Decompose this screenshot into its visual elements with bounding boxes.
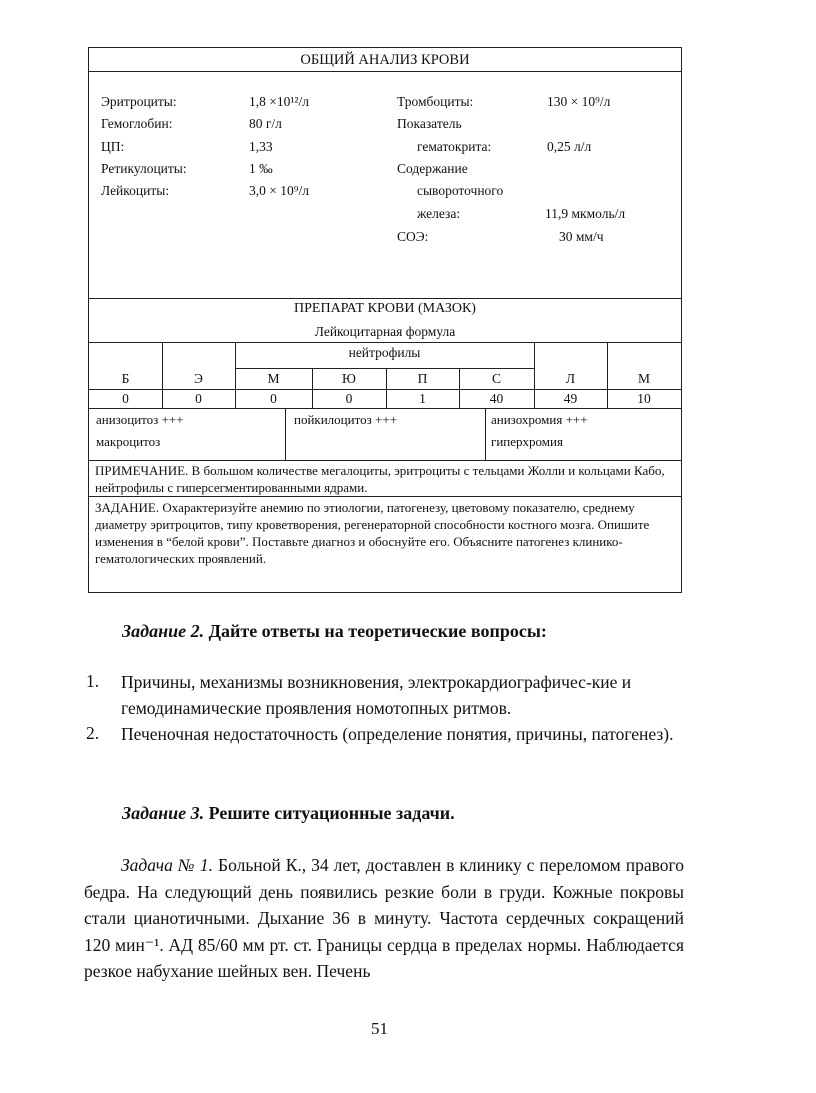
- column-value: 1: [419, 391, 426, 406]
- param-value: 30 мм/ч: [559, 229, 604, 244]
- problem-label: Задача № 1.: [121, 855, 214, 875]
- neutrophils-header: нейтрофилы: [348, 345, 421, 360]
- column-header: Э: [194, 371, 203, 386]
- assignment-text: ЗАДАНИЕ. Охарактеризуйте анемию по этиологии, патогенезу, цветовому показателю, среднему диаметру эритроцитов, типу кроветворения, регенераторной способности костного мозга. Опишите изменения в “белой крови”. Поставьте диагноз и обоснуйте его. Объясните патогенез клинико-гематологических проявлений.: [95, 500, 650, 566]
- list-number: 1.: [86, 671, 100, 691]
- column-header: Ю: [342, 371, 356, 386]
- column-value: 49: [563, 391, 578, 406]
- page-number: 51: [371, 1019, 388, 1038]
- param-label: гематокрита:: [417, 139, 492, 154]
- list-number: 2.: [86, 723, 100, 743]
- param-label: СОЭ:: [397, 229, 429, 244]
- param-label: Гемоглобин:: [101, 116, 173, 131]
- param-value: 130 × 10⁹/л: [547, 94, 611, 109]
- task3-label: Задание 3.: [122, 803, 205, 823]
- blood-analysis-card: [88, 47, 682, 593]
- smear-subtitle: Лейкоцитарная формула: [314, 324, 456, 339]
- param-value: 3,0 × 10⁹/л: [249, 183, 309, 198]
- divider: [89, 408, 681, 409]
- grid-line: [485, 408, 486, 460]
- list-item: Причины, механизмы возникновения, электрокардиографичес-кие и гемодинамические проявления номотопных ритмов.: [121, 672, 632, 718]
- param-label: сывороточного: [417, 183, 504, 198]
- param-value: 1 ‰: [249, 161, 273, 176]
- param-label: железа:: [417, 206, 461, 221]
- param-label: Лейкоциты:: [101, 183, 170, 198]
- param-label: Ретикулоциты:: [101, 161, 187, 176]
- divider: [235, 368, 534, 369]
- task3-title: Решите ситуационные задачи.: [208, 803, 455, 823]
- divider: [89, 71, 681, 72]
- param-value: 1,8 ×10¹²/л: [249, 94, 309, 109]
- divider: [89, 298, 681, 299]
- param-label: Содержание: [397, 161, 468, 176]
- column-value: 0: [122, 391, 129, 406]
- param-label: Эритроциты:: [101, 94, 177, 109]
- column-value: 10: [637, 391, 651, 406]
- column-header: Л: [565, 371, 576, 386]
- morphology-text: анизоцитоз +++: [96, 412, 184, 427]
- column-header: М: [637, 371, 650, 386]
- param-label: Тромбоциты:: [397, 94, 474, 109]
- morphology-text: макроцитоз: [96, 434, 161, 449]
- morphology-text: пойкилоцитоз +++: [294, 412, 397, 427]
- column-header: М: [267, 371, 280, 386]
- param-label: Показатель: [397, 116, 462, 131]
- task2-label: Задание 2.: [122, 621, 205, 641]
- column-value: 40: [489, 391, 504, 406]
- divider: [89, 496, 681, 497]
- task2-heading: [122, 621, 547, 642]
- smear-title: ПРЕПАРАТ КРОВИ (МАЗОК): [294, 301, 476, 316]
- param-value: 80 г/л: [249, 116, 282, 131]
- param-label: ЦП:: [101, 139, 125, 154]
- column-header: С: [491, 371, 501, 386]
- morphology-text: гиперхромия: [491, 434, 563, 449]
- param-value: 11,9 мкмоль/л: [545, 206, 626, 221]
- list-item: Печеночная недостаточность (определение понятия, причины, патогенез).: [121, 724, 674, 744]
- divider: [89, 342, 681, 343]
- param-value: 1,33: [249, 139, 273, 154]
- column-value: 0: [270, 391, 277, 406]
- blood-test-title: ОБЩИЙ АНАЛИЗ КРОВИ: [300, 52, 470, 68]
- column-value: 0: [345, 391, 353, 406]
- param-value: 0,25 л/л: [547, 139, 592, 154]
- note-text: ПРИМЕЧАНИЕ. В большом количестве мегалоциты, эритроциты с тельцами Жолли и кольцами Кабо, нейтрофилы с гиперсегментированными ядрами.: [95, 463, 665, 495]
- column-header: Б: [121, 371, 130, 386]
- problem-paragraph: [84, 852, 684, 985]
- column-header: П: [417, 371, 428, 386]
- column-value: 0: [195, 391, 202, 406]
- task3-heading: [122, 803, 455, 824]
- divider: [89, 389, 681, 390]
- task2-title: Дайте ответы на теоретические вопросы:: [208, 621, 547, 641]
- problem-text: Больной К., 34 лет, доставлен в клинику с переломом правого бедра. На следующий день появились резкие боли в груди. Кожные покровы стали цианотичными. Дыхание 36 в минуту. Частота сердечных сокращений 120 мин⁻¹. АД 85/60 мм рт. ст. Границы сердца в пределах нормы. Наблюдается резкое набухание шейных вен. Печень: [84, 855, 684, 981]
- grid-line: [285, 408, 286, 460]
- morphology-text: анизохромия +++: [491, 412, 588, 427]
- divider: [89, 460, 681, 461]
